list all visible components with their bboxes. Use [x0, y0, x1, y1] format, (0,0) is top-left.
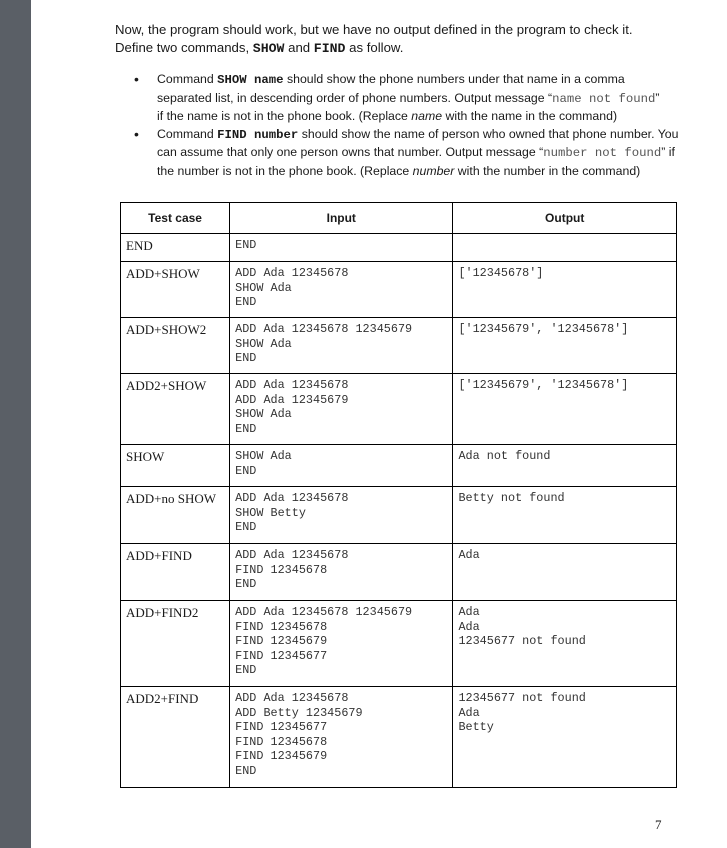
input-line: FIND 12345678 — [235, 734, 328, 749]
input-line: FIND 12345678 — [235, 619, 328, 634]
input-line: END — [235, 351, 257, 366]
input-line: END — [235, 577, 257, 592]
input-line: ADD Ada 12345679 — [235, 392, 349, 407]
output-line: 12345677 not found — [458, 691, 586, 705]
test-case-name: ADD+no SHOW — [121, 487, 230, 544]
table-row — [121, 445, 677, 487]
test-output-cell — [453, 445, 677, 487]
test-input-cell — [230, 601, 453, 687]
bullet-emphasis: name — [411, 109, 443, 123]
find-number-command: FIND number — [217, 127, 299, 142]
table-row — [121, 544, 677, 601]
bullet-text: can assume that only one person owns that number. Output message “ — [157, 145, 544, 159]
test-input-cell — [230, 544, 453, 601]
bullet-find-line-1 — [157, 126, 689, 145]
table-row — [121, 487, 677, 544]
test-input-cell — [230, 487, 453, 544]
intro-line-1: Now, the program should work, but we have no output defined in the program to check it. — [115, 22, 633, 37]
test-case-table — [120, 202, 677, 788]
test-output-cell — [453, 318, 677, 374]
table-row — [121, 374, 677, 445]
input-line: ADD Ada 12345678 12345679 — [235, 322, 413, 336]
test-input-cell — [230, 445, 453, 487]
intro-line-2 — [115, 39, 695, 58]
table-header-row — [121, 203, 677, 234]
bullet-text: ” — [655, 90, 660, 105]
show-command: SHOW — [252, 41, 285, 56]
input-line: END — [235, 763, 257, 778]
input-line: ADD Ada 12345678 — [235, 491, 349, 505]
header-input: Input — [230, 203, 453, 234]
test-case-name: ADD+FIND — [121, 544, 230, 601]
input-line: ADD Ada 12345678 — [235, 691, 349, 705]
input-line: SHOW Betty — [235, 505, 306, 520]
output-line: Ada — [458, 548, 480, 562]
table-row — [121, 262, 677, 318]
left-margin-strip — [0, 0, 31, 848]
input-line: FIND 12345679 — [235, 749, 328, 764]
test-case-name: ADD+SHOW — [121, 262, 230, 318]
intro-paragraph — [115, 21, 695, 58]
show-name-command: SHOW name — [217, 73, 284, 87]
input-line: SHOW Ada — [235, 336, 292, 351]
test-output-cell — [453, 601, 677, 687]
output-line: ['12345679', '12345678'] — [458, 378, 629, 392]
output-line: 12345677 not found — [458, 634, 586, 649]
bullet-find — [134, 126, 689, 181]
input-line: FIND 12345677 — [235, 648, 328, 663]
input-line: END — [235, 520, 257, 535]
input-line: ADD Ada 12345678 12345679 — [235, 605, 413, 619]
bullet-text: Command — [157, 126, 218, 141]
bullet-text: should show the phone numbers under that name in a comma — [283, 72, 625, 86]
intro-text: Define two commands, — [115, 40, 253, 55]
bullet-list — [134, 71, 689, 180]
bullet-text: if the name is not in the phone book. (Replace — [157, 109, 412, 123]
input-line: END — [235, 238, 257, 252]
bullet-text: the number is not in the phone book. (Replace — [157, 163, 413, 178]
input-line: FIND 12345677 — [235, 720, 328, 735]
bullet-dot-icon: • — [134, 125, 139, 142]
output-line: Ada — [458, 605, 480, 619]
test-output-cell — [453, 234, 677, 262]
test-input-cell — [230, 234, 453, 262]
test-case-name: ADD+FIND2 — [121, 601, 230, 687]
bullet-show — [134, 71, 689, 126]
output-line: Ada — [458, 705, 480, 720]
output-line: ['12345679', '12345678'] — [458, 322, 629, 336]
input-line: FIND 12345678 — [235, 562, 328, 577]
input-line: END — [235, 421, 257, 436]
find-command: FIND — [313, 41, 346, 56]
input-line: ADD Ada 12345678 — [235, 378, 349, 392]
test-input-cell — [230, 374, 453, 445]
output-line: ['12345678'] — [458, 266, 544, 280]
test-input-cell — [230, 262, 453, 318]
bullet-show-line-2 — [157, 90, 689, 109]
bullet-text: separated list, in descending order of phone numbers. Output message “ — [157, 90, 553, 105]
bullet-text: with the name in the command) — [442, 109, 618, 123]
test-case-name: SHOW — [121, 445, 230, 487]
input-line: END — [235, 463, 257, 478]
test-case-name: ADD2+SHOW — [121, 374, 230, 445]
bullet-show-line-1 — [157, 71, 689, 90]
header-output: Output — [453, 203, 677, 234]
table-body — [121, 234, 677, 788]
table-row — [121, 601, 677, 687]
output-line: Betty not found — [458, 491, 565, 505]
number-not-found-message: number not found — [543, 146, 662, 160]
output-line: Ada not found — [458, 449, 551, 463]
bullet-text: Command — [157, 72, 218, 86]
bullet-find-line-2 — [157, 144, 689, 163]
document-page — [31, 0, 727, 848]
table-row — [121, 687, 677, 788]
output-line: Ada — [458, 619, 480, 634]
test-case-name: ADD2+FIND — [121, 687, 230, 788]
bullet-dot-icon: • — [134, 71, 139, 87]
bullet-text: ” if — [661, 145, 675, 159]
input-line: END — [235, 295, 257, 310]
header-test-case: Test case — [121, 203, 230, 234]
test-output-cell — [453, 687, 677, 788]
test-output-cell — [453, 374, 677, 445]
test-input-cell — [230, 318, 453, 374]
test-output-cell — [453, 262, 677, 318]
test-input-cell — [230, 687, 453, 788]
bullet-emphasis: number — [412, 163, 455, 178]
intro-text: as follow. — [345, 40, 404, 55]
input-line: SHOW Ada — [235, 280, 292, 295]
test-case-name: ADD+SHOW2 — [121, 318, 230, 374]
test-output-cell — [453, 487, 677, 544]
input-line: SHOW Ada — [235, 449, 292, 463]
table-row — [121, 234, 677, 262]
test-output-cell — [453, 544, 677, 601]
bullet-text: with the number in the command) — [454, 163, 641, 178]
input-line: FIND 12345679 — [235, 634, 328, 649]
bullet-text: should show the name of person who owned that phone number. You — [298, 126, 679, 141]
input-line: ADD Betty 12345679 — [235, 705, 363, 720]
bullet-show-line-3 — [157, 108, 689, 126]
test-case-name: END — [121, 234, 230, 262]
input-line: END — [235, 663, 257, 678]
bullet-find-line-3 — [157, 163, 689, 181]
input-line: ADD Ada 12345678 — [235, 266, 349, 280]
table-row — [121, 318, 677, 374]
name-not-found-message: name not found — [552, 91, 656, 106]
input-line: ADD Ada 12345678 — [235, 548, 349, 562]
intro-text: and — [284, 40, 314, 55]
output-line: Betty — [458, 720, 494, 735]
input-line: SHOW Ada — [235, 407, 292, 422]
page-number: 7 — [655, 817, 662, 832]
